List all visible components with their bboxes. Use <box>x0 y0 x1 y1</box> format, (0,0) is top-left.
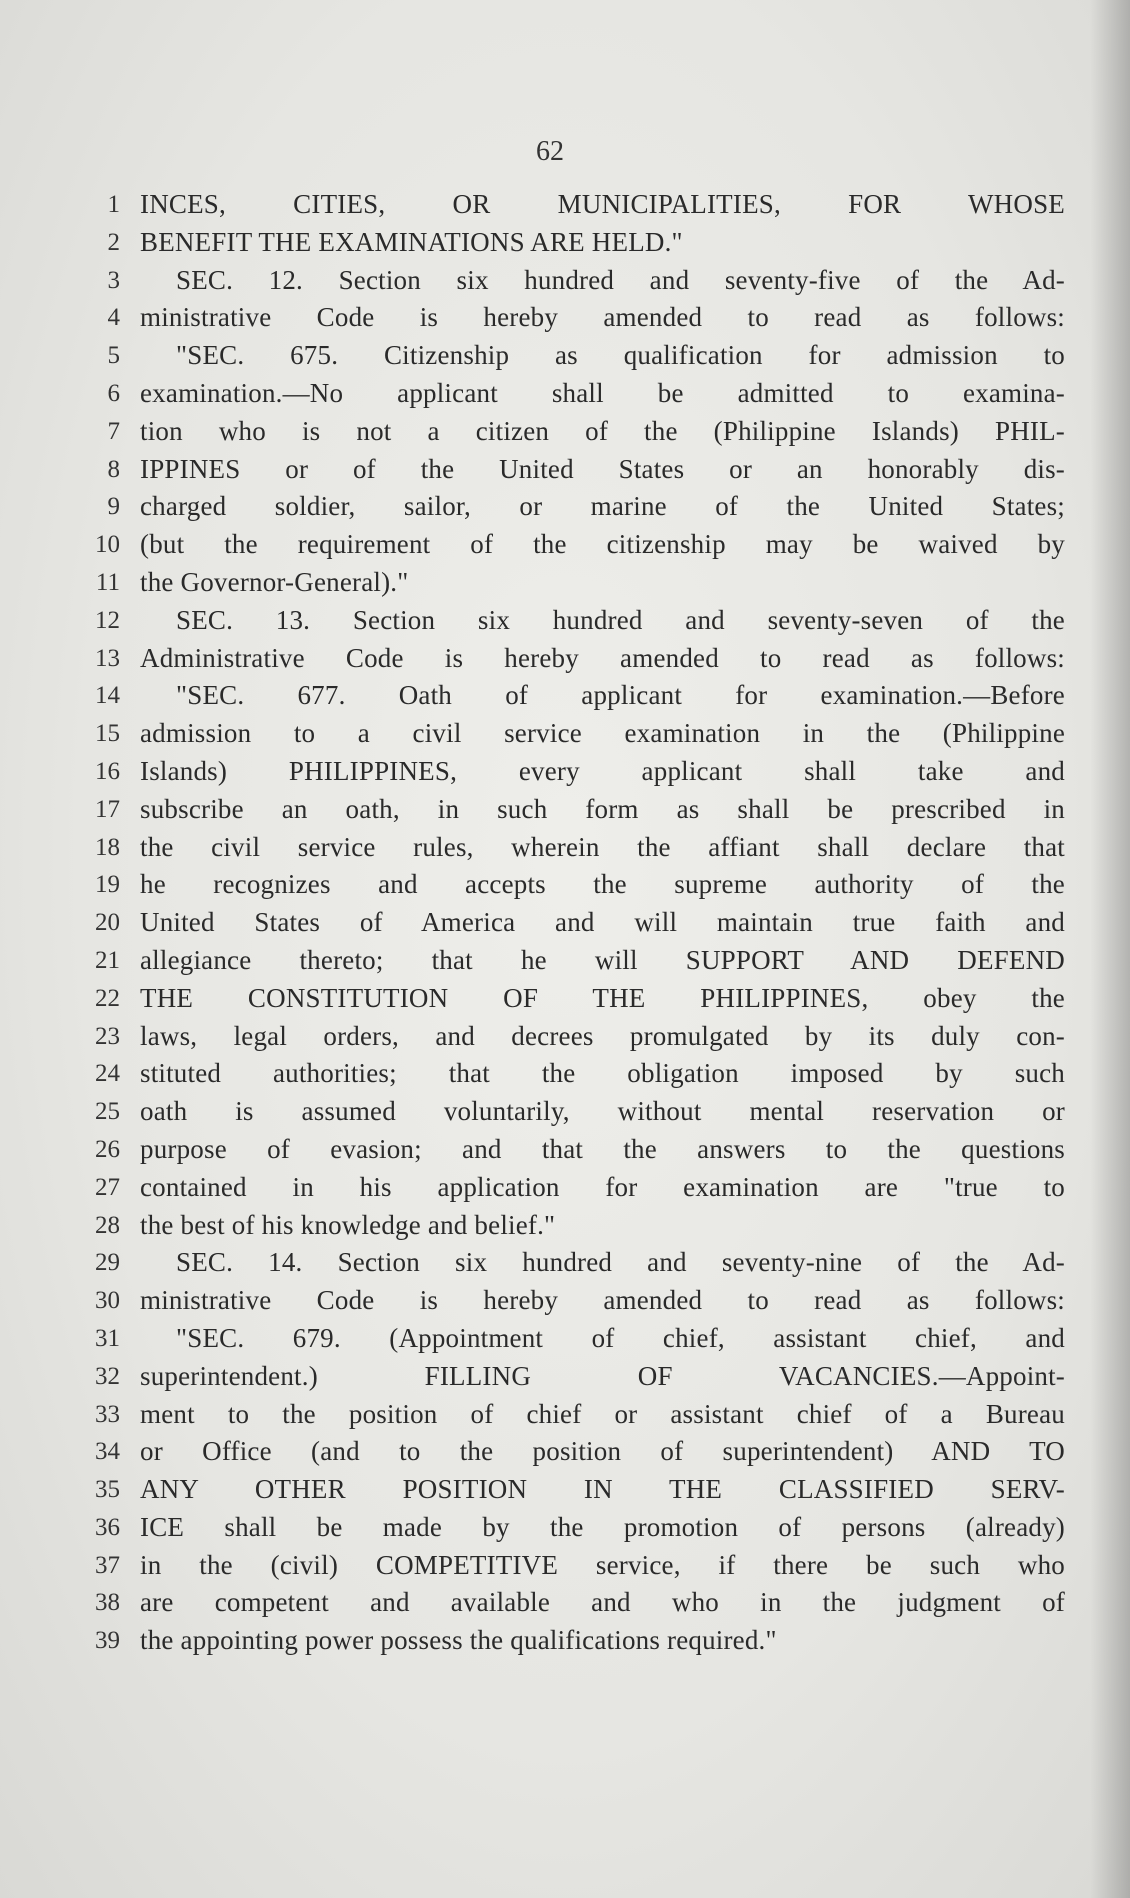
text-line <box>0 451 1130 489</box>
text-body <box>0 186 1130 1660</box>
line-text: ICE shall be made by the promotion of persons (already) <box>140 1511 1065 1542</box>
text-line <box>0 1547 1130 1585</box>
line-number: 15 <box>95 720 120 748</box>
line-text: ment to the position of chief or assistant chief of a Bureau <box>140 1398 1065 1429</box>
text-line <box>0 1433 1130 1471</box>
line-text: (but the requirement of the citizenship may be waived by <box>140 529 1065 560</box>
text-line <box>0 904 1130 942</box>
line-number: 24 <box>95 1060 120 1088</box>
text-line <box>0 1055 1130 1093</box>
line-text: allegiance thereto; that he will SUPPORT AND DEFEND <box>140 944 1065 975</box>
line-number: 30 <box>95 1287 120 1315</box>
text-line <box>0 564 1130 602</box>
line-text: BENEFIT THE EXAMINATIONS ARE HELD." <box>140 226 683 257</box>
text-line <box>0 526 1130 564</box>
line-number: 31 <box>95 1324 120 1352</box>
text-line <box>0 337 1130 375</box>
text-line <box>0 224 1130 262</box>
line-number: 26 <box>95 1135 120 1163</box>
text-line <box>0 1584 1130 1622</box>
text-line <box>0 829 1130 867</box>
line-text: the civil service rules, wherein the affiant shall declare that <box>140 831 1065 862</box>
line-text: ANY OTHER POSITION IN THE CLASSIFIED SERV- <box>140 1474 1065 1505</box>
line-number: 5 <box>107 342 120 370</box>
line-text: SEC. 14. Section six hundred and seventy-nine of the Ad- <box>176 1247 1065 1278</box>
line-number: 38 <box>95 1589 120 1617</box>
text-line <box>0 1622 1130 1660</box>
line-text: subscribe an oath, in such form as shall be prescribed in <box>140 793 1065 824</box>
line-text: SEC. 12. Section six hundred and seventy-five of the Ad- <box>176 264 1065 295</box>
line-text: purpose of evasion; and that the answers to the questions <box>140 1133 1065 1164</box>
line-text: laws, legal orders, and decrees promulgated by its duly con- <box>140 1020 1065 1051</box>
line-text: are competent and available and who in the judgment of <box>140 1587 1065 1618</box>
text-line <box>0 299 1130 337</box>
line-number: 32 <box>95 1362 120 1390</box>
line-text: the appointing power possess the qualifications required." <box>140 1625 777 1656</box>
line-text: stituted authorities; that the obligation imposed by such <box>140 1058 1065 1089</box>
line-text: or Office (and to the position of superintendent) AND TO <box>140 1436 1065 1467</box>
text-line <box>0 753 1130 791</box>
line-text: tion who is not a citizen of the (Philippine Islands) PHIL- <box>140 415 1065 446</box>
line-number: 33 <box>95 1400 120 1428</box>
line-text: contained in his application for examination are "true to <box>140 1171 1065 1202</box>
text-line <box>0 1282 1130 1320</box>
text-line <box>0 1244 1130 1282</box>
line-text: examination.—No applicant shall be admitted to examina- <box>140 377 1065 408</box>
text-line <box>0 1358 1130 1396</box>
line-text: Islands) PHILIPPINES, every applicant shall take and <box>140 755 1065 786</box>
text-line <box>0 791 1130 829</box>
line-number: 13 <box>95 644 120 672</box>
line-text: charged soldier, sailor, or marine of the United States; <box>140 491 1065 522</box>
line-number: 36 <box>95 1513 120 1541</box>
line-number: 10 <box>95 531 120 559</box>
text-line <box>0 1093 1130 1131</box>
text-line <box>0 186 1130 224</box>
line-text: the Governor-General)." <box>140 566 409 597</box>
line-text: Administrative Code is hereby amended to read as follows: <box>140 642 1065 673</box>
line-number: 2 <box>107 228 120 256</box>
line-number: 16 <box>95 757 120 785</box>
line-text: in the (civil) COMPETITIVE service, if there be such who <box>140 1549 1065 1580</box>
line-number: 9 <box>107 493 120 521</box>
line-number: 1 <box>107 191 120 218</box>
line-text: admission to a civil service examination in the (Philippine <box>140 718 1065 749</box>
text-line <box>0 488 1130 526</box>
text-line <box>0 640 1130 678</box>
line-number: 23 <box>95 1022 120 1050</box>
line-text: SEC. 13. Section six hundred and seventy-seven of the <box>176 604 1065 635</box>
text-line <box>0 980 1130 1018</box>
text-line <box>0 262 1130 300</box>
line-number: 21 <box>95 946 120 974</box>
line-text: THE CONSTITUTION OF THE PHILIPPINES, obey the <box>140 982 1065 1013</box>
line-number: 35 <box>95 1476 120 1504</box>
line-text: "SEC. 675. Citizenship as qualification for admission to <box>176 340 1065 371</box>
line-number: 34 <box>95 1438 120 1466</box>
text-line <box>0 1169 1130 1207</box>
line-text: the best of his knowledge and belief." <box>140 1209 556 1240</box>
line-text: superintendent.) FILLING OF VACANCIES.—Appoint- <box>140 1360 1065 1391</box>
line-number: 8 <box>107 455 120 483</box>
line-number: 18 <box>95 833 120 861</box>
line-number: 7 <box>107 417 120 445</box>
page-number: 62 <box>536 136 564 167</box>
line-text: oath is assumed voluntarily, without mental reservation or <box>140 1096 1065 1127</box>
line-number: 28 <box>95 1211 120 1239</box>
text-line <box>0 942 1130 980</box>
line-number: 37 <box>95 1551 120 1579</box>
line-number: 39 <box>95 1627 120 1655</box>
text-line <box>0 413 1130 451</box>
line-text: ministrative Code is hereby amended to read as follows: <box>140 302 1065 333</box>
text-line <box>0 1509 1130 1547</box>
line-number: 3 <box>107 266 120 294</box>
text-line <box>0 866 1130 904</box>
line-text: ministrative Code is hereby amended to read as follows: <box>140 1285 1065 1316</box>
line-number: 4 <box>107 304 120 332</box>
line-text: "SEC. 679. (Appointment of chief, assistant chief, and <box>176 1322 1065 1353</box>
text-line <box>0 375 1130 413</box>
text-line <box>0 1207 1130 1245</box>
line-text: INCES, CITIES, OR MUNICIPALITIES, FOR WHOSE <box>140 189 1065 219</box>
line-number: 6 <box>107 379 120 407</box>
text-line <box>0 602 1130 640</box>
line-number: 25 <box>95 1098 120 1126</box>
text-line <box>0 1471 1130 1509</box>
text-line <box>0 1018 1130 1056</box>
text-line <box>0 715 1130 753</box>
line-number: 29 <box>95 1249 120 1277</box>
line-number: 11 <box>95 568 120 596</box>
line-text: IPPINES or of the United States or an honorably dis- <box>140 453 1065 484</box>
line-number: 20 <box>95 909 120 937</box>
line-number: 12 <box>95 606 120 634</box>
text-line <box>0 1396 1130 1434</box>
line-text: "SEC. 677. Oath of applicant for examination.—Before <box>176 680 1065 711</box>
line-number: 17 <box>95 795 120 823</box>
line-number: 27 <box>95 1173 120 1201</box>
text-line <box>0 1131 1130 1169</box>
line-number: 19 <box>95 871 120 899</box>
text-line <box>0 1320 1130 1358</box>
line-text: United States of America and will maintain true faith and <box>140 907 1065 938</box>
line-number: 22 <box>95 984 120 1012</box>
line-text: he recognizes and accepts the supreme authority of the <box>140 869 1065 900</box>
text-line <box>0 677 1130 715</box>
line-number: 14 <box>95 682 120 710</box>
